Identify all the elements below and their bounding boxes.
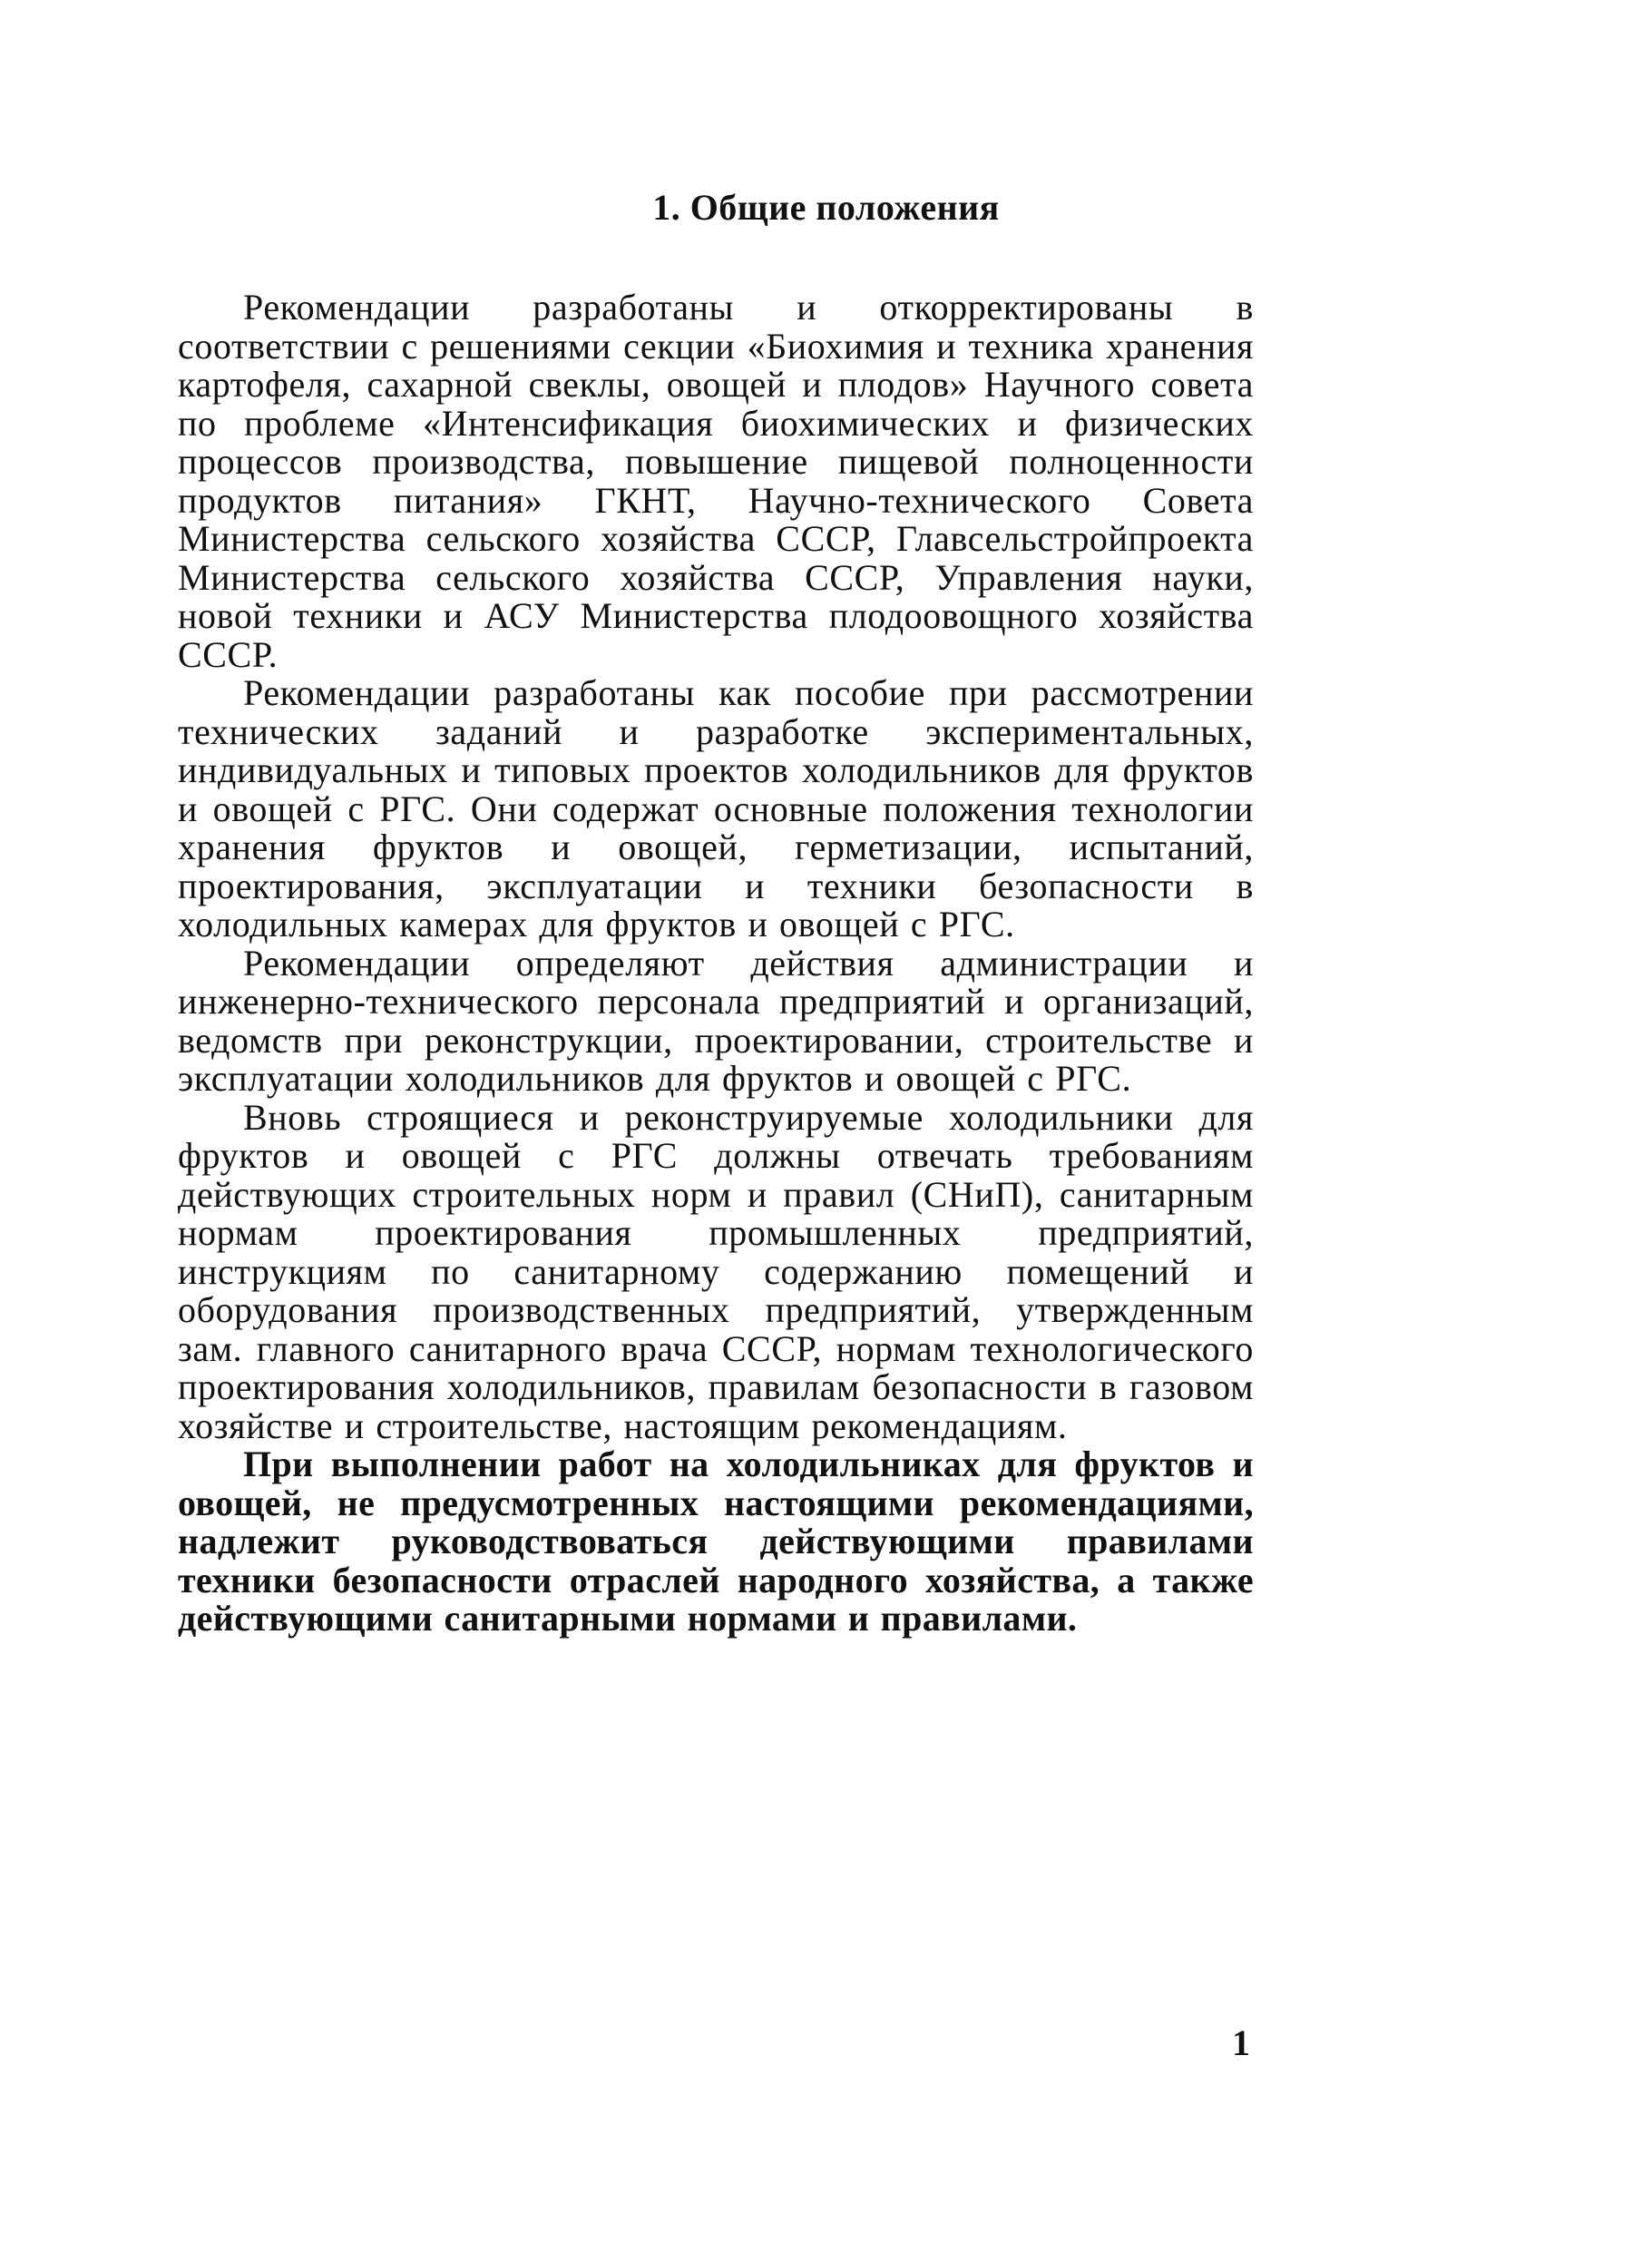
paragraph-3: Рекомендации определяют действия администрации и инженерно-технического персонала предприятий и организаций, ведомств при реконструкции, проектировании, строительстве и эксплуатации холодильников для фруктов и овощей с РГС. <box>178 942 1254 1099</box>
section-heading: 1. Общие положения <box>652 187 1000 228</box>
body-text <box>178 289 1254 1639</box>
paragraph-5: При выполнении работ на холодильниках для фруктов и овощей, не предусмотренных настоящими рекомендациями, надлежит руководствоваться действующими правилами техники безопасности отраслей народного хозяйства, а также действующими санитарными нормами и правилами. <box>178 1444 1254 1639</box>
page-number: 1 <box>1232 2022 1250 2063</box>
paragraph-1: Рекомендации разработаны и откорректированы в соответствии с решениями секции «Биохимия и техника хранения картофеля, сахарной свеклы, овощей и плодов» Научного совета по проблеме «Интенсификация биохимических и физических процессов производства, повышение пищевой полноценности продуктов питания» ГКНТ, Научно-технического Совета Министерства сельского хозяйства СССР, Главсельстройпроекта Министерства сельского хозяйства СССР, Управления науки, новой техники и АСУ Министерства плодоовощного хозяйства СССР. <box>178 287 1254 675</box>
paragraph-2: Рекомендации разработаны как пособие при рассмотрении технических заданий и разработке экспериментальных, индивидуальных и типовых проектов холодильников для фруктов и овощей с РГС. Они содержат основные положения технологии хранения фруктов и овощей, герметизации, испытаний, проектирования, эксплуатации и техники безопасности в холодильных камерах для фруктов и овощей с РГС. <box>178 672 1254 945</box>
paragraph-4: Вновь строящиеся и реконструируемые холодильники для фруктов и овощей с РГС должны отвечать требованиям действующих строительных норм и правил (СНиП), санитарным нормам проектирования промышленных предприятий, инструкциям по санитарному содержанию помещений и оборудования производственных предприятий, утвержденным зам. главного санитарного врача СССР, нормам технологического проектирования холодильников, правилам безопасности в газовом хозяйстве и строительстве, настоящим рекомендациям. <box>178 1096 1254 1446</box>
